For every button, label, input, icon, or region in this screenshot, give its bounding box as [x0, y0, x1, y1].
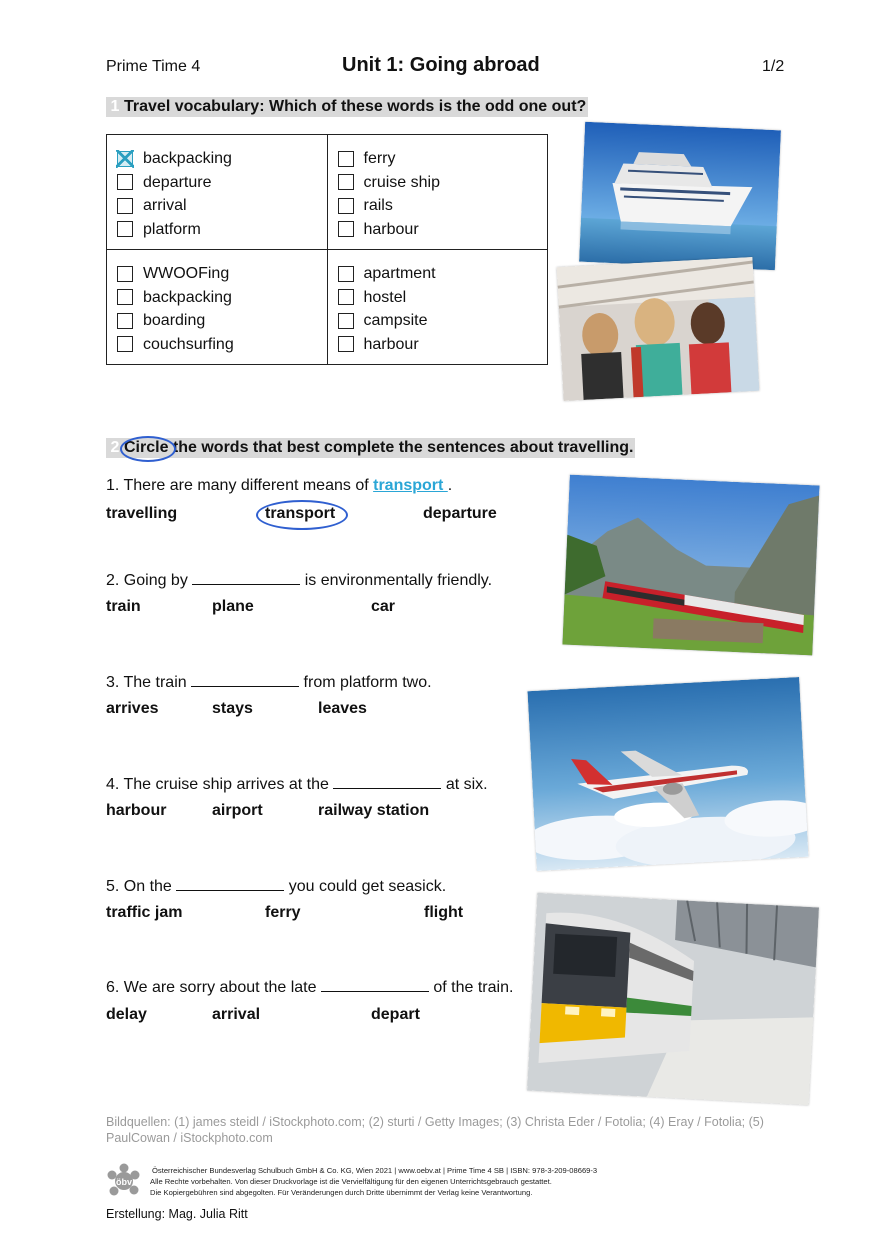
- task2-heading-circle-word: Circle: [124, 439, 169, 456]
- option-label: harbour: [363, 335, 419, 353]
- checkbox-icon[interactable]: [117, 198, 133, 214]
- answer-option[interactable]: airport: [212, 802, 263, 819]
- sentence-text: .: [447, 477, 453, 494]
- checkbox-checked-icon[interactable]: [117, 151, 133, 167]
- answer-option[interactable]: leaves: [318, 700, 367, 717]
- sentence-text: from platform two.: [299, 674, 432, 691]
- image-sources: Bildquellen: (1) james steidl / iStockphoto.com; (2) sturti / Getty Images; (3) Christa Eder / Fotolia; (4) Eray / Fotolia; (5) PaulCowan / iStockphoto.com: [106, 1115, 764, 1145]
- backpackers-photo: [557, 257, 760, 401]
- answer-option[interactable]: ferry: [265, 904, 301, 921]
- checkbox-icon[interactable]: [338, 151, 354, 167]
- answer-option[interactable]: railway station: [318, 802, 430, 819]
- option[interactable]: [338, 218, 540, 242]
- footer-line-1: Österreichischer Bundesverlag Schulbuch GmbH & Co. KG, Wien 2021 | www.oebv.at | Prime Time 4 SB | ISBN: 978-3-209-08669-3: [152, 1166, 598, 1175]
- option[interactable]: [338, 286, 540, 310]
- vocab-box-3: [107, 250, 328, 365]
- option[interactable]: [338, 147, 540, 171]
- option-label: cruise ship: [363, 173, 440, 191]
- option[interactable]: [117, 286, 319, 310]
- answer-blank[interactable]: [321, 977, 429, 992]
- checkbox-icon[interactable]: [117, 313, 133, 329]
- answer-blank[interactable]: [176, 876, 284, 891]
- task1-heading: [106, 97, 588, 117]
- answer-blank[interactable]: [333, 774, 441, 789]
- checkbox-icon[interactable]: [117, 266, 133, 282]
- footer-line-3: Die Kopiergebühren sind abgegolten. Für Veränderungen durch Dritte übernimmt der Verlag keine Verantwortung.: [150, 1188, 533, 1197]
- cruise-ship-photo: [579, 122, 781, 270]
- option[interactable]: [338, 194, 540, 218]
- option-label: WWOOFing: [143, 265, 230, 282]
- checkbox-icon[interactable]: [117, 289, 133, 305]
- option-label: ferry: [363, 150, 396, 167]
- checkbox-icon[interactable]: [117, 221, 133, 237]
- sentence-text: 3. The train: [106, 674, 192, 691]
- sentence-text: you could get seasick.: [284, 878, 447, 895]
- vocab-box-4: [327, 250, 548, 365]
- option-label: backpacking: [143, 288, 232, 306]
- answer-option[interactable]: arrives: [106, 700, 159, 717]
- task1-heading-text: Travel vocabulary: Which of these words is the odd one out?: [124, 98, 587, 115]
- option-label: couchsurfing: [143, 335, 234, 353]
- task2-number: 2: [110, 439, 120, 456]
- checkbox-icon[interactable]: [338, 266, 354, 282]
- page-title: Unit 1: Going abroad: [342, 54, 540, 76]
- checkbox-icon[interactable]: [338, 221, 354, 237]
- answer-option[interactable]: plane: [212, 598, 254, 615]
- option-label: harbour: [363, 220, 419, 238]
- vocab-box-2: [327, 135, 548, 250]
- checkbox-icon[interactable]: [338, 289, 354, 305]
- option-label: boarding: [143, 312, 206, 329]
- option-label: hostel: [363, 288, 407, 306]
- answer-option[interactable]: train: [106, 598, 141, 615]
- option-label: arrival: [143, 197, 187, 214]
- station-train-photo: [527, 893, 819, 1105]
- option[interactable]: [117, 333, 319, 357]
- sentence-text: 6. We are sorry about the late: [106, 979, 321, 996]
- sentence-text: of the train.: [428, 979, 514, 996]
- heading-circle-mark: [120, 436, 176, 462]
- vocab-box-1: [107, 135, 328, 250]
- option[interactable]: [117, 147, 319, 171]
- option-label: platform: [143, 220, 201, 238]
- option[interactable]: [338, 333, 540, 357]
- option-label: rails: [363, 197, 393, 214]
- option[interactable]: [117, 194, 319, 218]
- footer-line-2: Alle Rechte vorbehalten. Von dieser Druckvorlage ist die Vervielfältigung für den eigenen Unterrichtsgebrauch gestattet.: [150, 1177, 552, 1186]
- answer-option[interactable]: flight: [424, 904, 464, 921]
- answer-option[interactable]: car: [371, 598, 396, 615]
- answer-option[interactable]: delay: [106, 1006, 147, 1023]
- task2-heading-text: the words that best complete the sentences about travelling.: [168, 439, 634, 456]
- answer-option-selected[interactable]: transport: [265, 505, 336, 522]
- sentence-text: 5. On the: [106, 878, 177, 895]
- answer-blank[interactable]: [191, 672, 299, 687]
- option[interactable]: [117, 262, 319, 286]
- airplane-photo: [527, 677, 808, 871]
- answer-circle-mark: [256, 500, 348, 530]
- filled-answer[interactable]: transport: [373, 477, 448, 494]
- option[interactable]: [117, 309, 319, 333]
- oebv-logo: [106, 1163, 142, 1199]
- sentence-text: 4. The cruise ship arrives at the: [106, 776, 334, 793]
- vocab-table: [106, 134, 548, 365]
- checkbox-icon[interactable]: [117, 336, 133, 352]
- checkbox-icon[interactable]: [338, 313, 354, 329]
- option[interactable]: [117, 171, 319, 195]
- checkbox-icon[interactable]: [117, 174, 133, 190]
- option[interactable]: [338, 309, 540, 333]
- sentence-4: [106, 774, 488, 794]
- page-number: 1/2: [762, 58, 785, 75]
- checkbox-icon[interactable]: [338, 336, 354, 352]
- option[interactable]: [338, 262, 540, 286]
- answer-option[interactable]: depart: [371, 1006, 420, 1023]
- mountain-train-photo: [562, 475, 819, 656]
- sentence-2: [106, 570, 492, 590]
- answer-option[interactable]: stays: [212, 700, 253, 717]
- sentence-5: [106, 876, 446, 896]
- answer-blank[interactable]: [192, 570, 300, 585]
- answer-option[interactable]: travelling: [106, 505, 178, 522]
- sentence-text: 2. Going by: [106, 572, 193, 589]
- option-label: backpacking: [143, 150, 232, 167]
- header-book: Prime Time 4: [106, 58, 201, 75]
- sentence-6: [106, 977, 513, 997]
- option-label: departure: [143, 173, 212, 191]
- task1-number: 1: [110, 98, 120, 115]
- sentence-3: [106, 672, 432, 692]
- sentence-text: at six.: [441, 776, 488, 793]
- author: Erstellung: Mag. Julia Ritt: [106, 1207, 248, 1221]
- option-label: campsite: [363, 312, 428, 329]
- option-label: apartment: [363, 265, 436, 282]
- sentence-text: is environmentally friendly.: [300, 572, 493, 589]
- answer-option[interactable]: arrival: [212, 1006, 261, 1023]
- logo-text: öbv: [115, 1177, 133, 1187]
- answer-option[interactable]: harbour: [106, 802, 167, 819]
- answer-option[interactable]: departure: [423, 505, 497, 522]
- sentence-text: 1. There are many different means of: [106, 477, 374, 494]
- option[interactable]: [117, 218, 319, 242]
- answer-option[interactable]: traffic jam: [106, 904, 183, 921]
- checkbox-icon[interactable]: [338, 174, 354, 190]
- option[interactable]: [338, 171, 540, 195]
- task2-heading: [106, 438, 635, 458]
- checkbox-icon[interactable]: [338, 198, 354, 214]
- sentence-1: [106, 477, 452, 495]
